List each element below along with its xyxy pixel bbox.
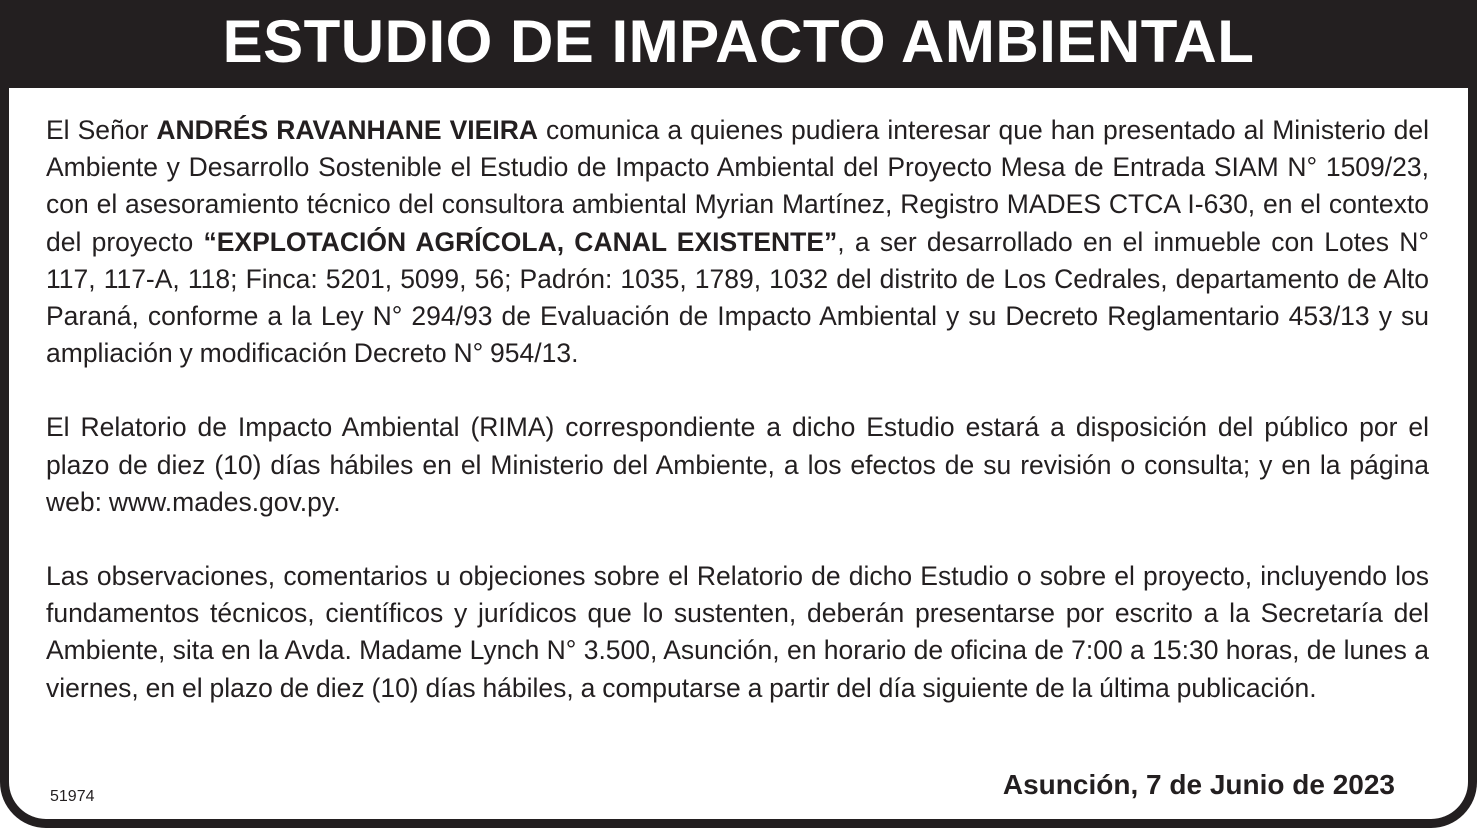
paragraph-announcement	[46, 112, 1429, 372]
dateline: Asunción, 7 de Junio de 2023	[1002, 769, 1395, 800]
announcement-intro: El Señor	[46, 115, 157, 145]
paragraph-observations: Las observaciones, comentarios u objeciones sobre el Relatorio de dicho Estudio o sobre el proyecto, incluyendo los fundamentos técnicos, científicos y jurídicos que lo sustenten, deberán presentarse por escrito a la Secretaría del Ambiente, sita en la Avda. Madame Lynch N° 3.500, Asunción, en horario de oficina de 7:00 a 15:30 horas, de lunes a viernes, en el plazo de diez (10) días hábiles, a computarse a partir del día siguiente de la última publicación.	[46, 561, 1429, 703]
notice-title: ESTUDIO DE IMPACTO AMBIENTAL	[222, 8, 1255, 75]
project-name: “EXPLOTACIÓN AGRÍCOLA, CANAL EXISTENTE”	[203, 226, 838, 257]
header-banner	[9, 0, 1468, 88]
reference-code: 51974	[50, 788, 95, 805]
announcement-details: comunica a quienes pudiera interesar que han presentado al Ministerio del Ambiente y Desarrollo Sostenible el Estudio de Impacto Ambiental del Proyecto Mesa de Entrada SIAM N° 1509/23, con el asesoramiento técnico del consultora ambiental Myrian Martínez, Registro MADES CTCA I-630, en el contexto del proyecto	[46, 115, 1429, 257]
applicant-name: ANDRÉS RAVANHANE VIEIRA	[156, 115, 538, 145]
notice-body	[46, 112, 1429, 707]
announcement-legal: , a ser desarrollado en el inmueble con Lotes N° 117, 117-A, 118; Finca: 5201, 5099, 56; Padrón: 1035, 1789, 1032 del distrito de Los Cedrales, departamento de Alto Paraná, conforme a la Ley N° 294/93 de Evaluación de Impacto Ambiental y su Decreto Reglamentario 453/13 y su ampliación y modificación Decreto N° 954/13.	[46, 226, 1430, 369]
paragraph-rima-availability: El Relatorio de Impacto Ambiental (RIMA) correspondiente a dicho Estudio estará a disposición del público por el plazo de diez (10) días hábiles en el Ministerio del Ambiente, a los efectos de su revisión o consulta; y en la página web: www.mades.gov.py.	[46, 412, 1429, 517]
